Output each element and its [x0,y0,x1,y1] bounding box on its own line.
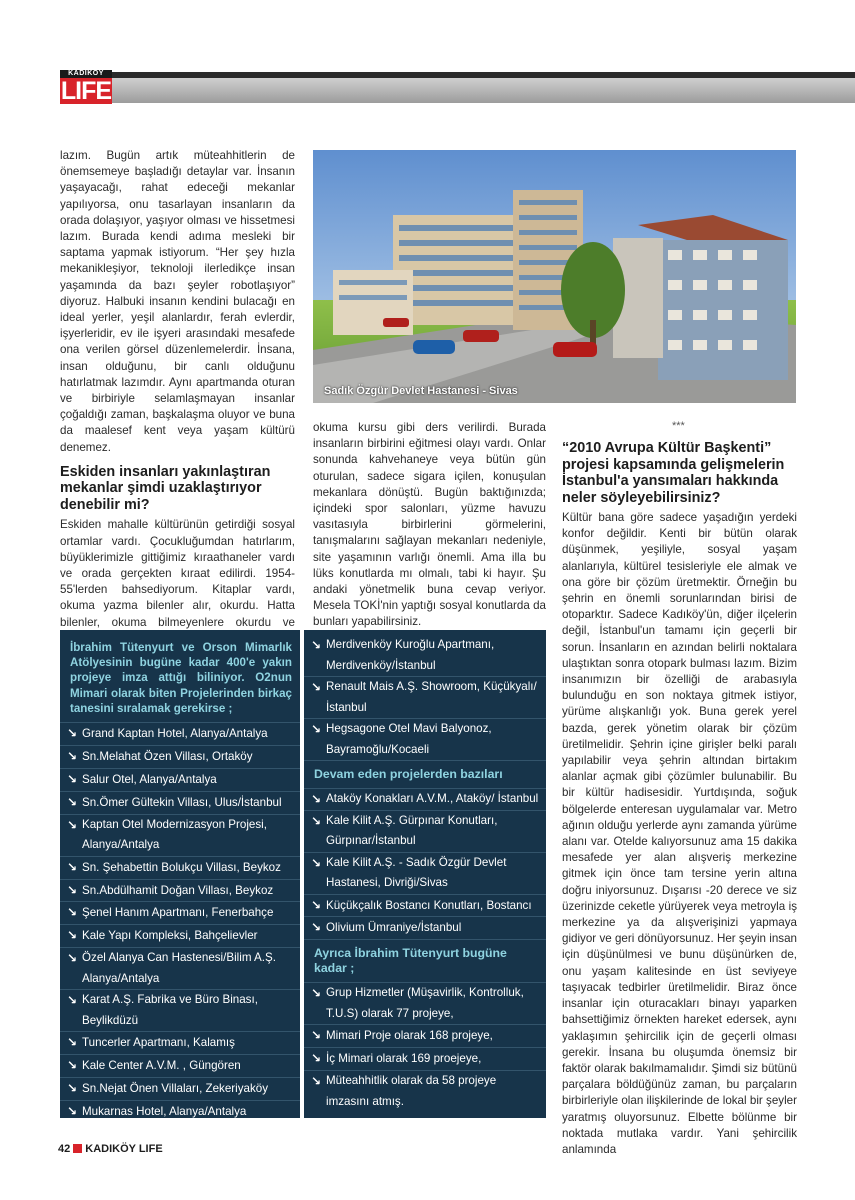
arrow-icon: ↘ [67,951,78,966]
completed-projects-list [60,722,300,1123]
red-square-icon [73,1144,82,1153]
arrow-icon: ↘ [67,928,78,943]
article-column-3 [562,440,797,1158]
arrow-icon: ↘ [67,859,78,874]
subheading: “2010 Avrupa Kültür Başkenti” projesi kapsamında gelişmelerin İstanbul'a yansımaları hakkında neler söyleyebilirsiniz? [562,440,785,506]
article-column-2 [313,420,546,631]
projects-box-ongoing [304,630,546,1118]
totals-list [304,982,546,1112]
arrow-icon: ↘ [311,1074,322,1089]
footer-magazine-name: KADIKÖY LIFE [85,1143,163,1155]
arrow-icon: ↘ [311,680,322,694]
page-footer [58,1143,163,1155]
arrow-icon: ↘ [67,1081,78,1096]
totals-heading: Ayrıca İbrahim Tütenyurt bugüne kadar ; [304,939,546,982]
arrow-icon: ↘ [67,1058,78,1073]
list-item: ↘ Küçükçalık Bostancı Konutları, Bostancı [304,894,546,917]
paragraph: okuma kursu gibi ders verilirdi. Burada insanların birbirini eğitmesi olayı vardı. Onlar sonunda kahvehaneye veya bütün gün oturulan, sadece sigara içilen, konuşulan mekanlara dönüştü. Bugün baktığınızda; içindeki spor salonları, yüzme havuzu vasıtasıyla birbirlerini görmelerini, tanışmalarını sağlayan mekanları nedeniyle, site yaşamının varlığı önemli. Ama illa bu lüks konutlarda mı olmalı, tabi ki hayır. Şu andaki yönetmelik buna cevap veriyor. Mesela TOKİ'nin yaptığı sosyal konutlarda da bunları yapabilirsiniz. [313,421,546,629]
list-item: ↘ Kale Center A.V.M. , Güngören [60,1054,300,1077]
list-item: ↘ Şenel Hanım Apartmanı, Fenerbahçe [60,901,300,924]
arrow-icon: ↘ [67,817,78,832]
list-item: ↘ Özel Alanya Can Hastenesi/Bilim A.Ş. Alanya/Antalya [60,947,300,989]
arrow-icon: ↘ [67,1103,78,1118]
arrow-icon: ↘ [67,726,78,741]
arrow-icon: ↘ [311,1051,322,1066]
arrow-icon: ↘ [67,794,78,809]
ongoing-projects-list [304,788,546,939]
logo-main-text: LIFE [60,77,112,105]
list-item: ↘ Sn.Nejat Önen Villaları, Zekeriyaköy [60,1077,300,1100]
list-item: ↘ Renault Mais A.Ş. Showroom, Küçükyalı/İstanbul [304,676,546,718]
arrow-icon: ↘ [311,792,322,806]
arrow-icon: ↘ [311,855,322,870]
list-item: ↘ Salur Otel, Alanya/Antalya [60,768,300,791]
arrow-icon: ↘ [311,1028,322,1043]
page-number: 42 [58,1143,71,1155]
list-item: ↘ Merdivenköy Kuroğlu Apartmanı, Merdivenköy/İstanbul [304,635,546,676]
list-item: ↘ Sn.Ömer Gültekin Villası, Ulus/İstanbul [60,791,300,814]
list-item: ↘ Kale Yapı Kompleksi, Bahçelievler [60,924,300,947]
list-item: ↘ Tuncerler Apartmanı, Kalamış [60,1031,300,1054]
section-separator: *** [672,420,685,432]
projects-list-continued [304,635,546,760]
arrow-icon: ↘ [311,920,322,935]
arrow-icon: ↘ [67,993,78,1008]
paragraph: Eskiden mahalle kültürünün getirdiği sosyal ortamlar vardı. Çocukluğumdan hatırlarım, büyüklerimizle gittiğimiz kıraathaneler vardı ve orada gerçekten kıraat edilirdi. 1954-55'lerden bahsediyorum. Kitaplar vardı, okuma yazma bilenler alır, okurdu. Hatta bilenler, okuma bilmeyenlere okurdu ve [60,518,295,629]
photo-caption: Sadık Özgür Devlet Hastanesi - Sivas [324,385,518,397]
arrow-icon: ↘ [311,638,322,652]
magazine-logo [60,70,112,104]
paragraph: lazım. Bugün artık müteahhitlerin de önemsemeye başladığı detaylar var. İnsanın yaşayacağı, rahat edeceği mekanlar yapılıyorsa, onu tasarlayan insanların da orada dolaşıyor, yaşıyor olması ve hissetmesi lazım. Burada kendi adıma mesleki bir saptama yapmak istiyorum. “Her şey hızla mekanikleşiyor, teknoloji ilerledikçe insan yaşamında da bazı şeyler robotlaşıyor” diyoruz. Halbuki insanın kendini bulacağı en ideal yerler, yeşil alanlardır, ferah evlerdir, işyerleridir, ev ile işyeri arasındaki mesafede ona verilen görsel düzenlemelerdir. İnsana, insan olduğunu, bir canlı olduğunu hatırlatmak lazımdır. Aynı apartmanda oturan ve birbiriyle selamlaşmayan insanlar çoğaldığı zaman, başkalaşma oluyor ve buna da maalesef kent veya yaşam kültürü denemez. [60,149,295,454]
list-item: ↘ Ataköy Konakları A.V.M., Ataköy/ İstanbul [304,788,546,810]
list-item: ↘ Kale Kilit A.Ş. Gürpınar Konutları, Gürpınar/İstanbul [304,810,546,852]
list-item: ↘ Sn. Şehabettin Bolukçu Villası, Beykoz [60,856,300,879]
arrow-icon: ↘ [67,771,78,786]
list-item: ↘ Mukarnas Hotel, Alanya/Antalya [60,1100,300,1123]
subheading: Eskiden insanları yakınlaştıran mekanlar şimdi uzaklaştırıyor denebilir mi? [60,463,271,513]
arrow-icon: ↘ [311,897,322,912]
list-item: ↘ Grand Kaptan Hotel, Alanya/Antalya [60,722,300,745]
list-item: ↘ Müteahhitlik olarak da 58 projeye imzasını atmış. [304,1070,546,1112]
arrow-icon: ↘ [67,905,78,920]
list-item: ↘ Mimari Proje olarak 168 projeye, [304,1024,546,1047]
arrow-icon: ↘ [311,813,322,828]
list-item: ↘ Grup Hizmetler (Müşavirlik, Kontrolluk, T.U.S) olarak 77 projeye, [304,982,546,1024]
list-item: ↘ Kaptan Otel Modernizasyon Projesi, Alanya/Antalya [60,814,300,856]
arrow-icon: ↘ [311,986,322,1001]
list-item: ↘ Olivium Ümraniye/İstanbul [304,916,546,939]
logo-top-text: KADIKÖY [60,70,112,78]
projects-box-completed [60,630,300,1118]
arrow-icon: ↘ [311,722,322,736]
box-intro: İbrahim Tütenyurt ve Orson Mimarlık Atölyesinin bugüne kadar 400'e yakın projeye imza attığı biliniyor. O2nun Mimari olarak biten Projelerinden birkaç tanesini sıralamak gerekirse ; [70,641,292,715]
hospital-photo [313,150,796,403]
list-item: ↘ Karat A.Ş. Fabrika ve Büro Binası, Beylikdüzü [60,989,300,1031]
header-band [112,78,855,103]
arrow-icon: ↘ [67,882,78,897]
list-item: ↘ Kale Kilit A.Ş. - Sadık Özgür Devlet Hastanesi, Divriği/Sivas [304,852,546,894]
list-item: ↘ Hegsagone Otel Mavi Balyonoz, Bayramoğlu/Kocaeli [304,718,546,760]
arrow-icon: ↘ [67,1035,78,1050]
arrow-icon: ↘ [67,748,78,763]
list-item: ↘ İç Mimari olarak 169 proejeye, [304,1047,546,1070]
list-item: ↘ Sn.Melahat Özen Villası, Ortaköy [60,745,300,768]
ongoing-projects-heading: Devam eden projelerden bazıları [304,760,546,788]
list-item: ↘ Sn.Abdülhamit Doğan Villası, Beykoz [60,879,300,902]
article-column-1 [60,148,295,647]
paragraph: Kültür bana göre sadece yaşadığın yerdeki konfor değildir. Kenti bir bütün olarak düşünmek, yeşiliyle, sosyal yaşam alanlarıyla, kültürel tesisleriyle ele almak ve ona göre bir çözüm üretmektir. Örneğin bu şehrin en önemli sorunlarından birisi de otoparktır. Sadece Kadıköy'ün, diğer ilçelerin değil, İstanbul'un tamamı için geçerli bir sorun. İnsanların en azından belirli noktalara ulaştıktan sonra otopark bulması lazım. Bizim insanımızın bir özelliği de arabasıyla bulunduğu en son noktaya gitmek istiyor, yürüme alışkanlığı yok. Buna gerek yerel bazda, gerek yönetim olarak bir çözüm üretilmelidir. Şehrin içine girişler belki paralı yapılabilir veya şehrin altından birtakım alanlar açmak gibi çözümler bulunabilir. Bu bir kültür hadisesidir. Yurtdışında, soğuk bölgelerde enteresan uygulamalar var. Metro ağının olduğu yerlerde aynı zamanda yürüme alanı var. Otelde kalıyorsunuz ama 15 dakika mesafede yer alan alışveriş merkezine gitmek için önce tam tersine yerin altına doğru iniyorsunuz. Dışarısı -20 derece ve siz üzerinizde ceketle yürüyerek veya metroyla iş merkezine ya da alışverişinizi yapmaya gidiyor ve geri dönüyorsunuz. Her şeyin insan için düşünülmesi ve bunu düşünürken de, onu yaşam kalitesinde en üst seviyeye taşıyacak tedbirler üretilmelidir. Biraz önce insanlar için oturacakları binayı yaparken bahsettiğimiz örnekten hareket edersek, aynı yaklaşımın şehircilik için de geçerli olması gerekir. İnsana bu oluşumda önemsiz bir faktör olarak bakılmamalıdır. Şimdi siz bütünü parçalara böldüğünüz zaman, bu parçaların birbirleriyle olan ilişkilerinde de lokal bir şeyler yaratmış oluyorsunuz. Elbette bölünme bir noktada mutlaka vardır. Yani şehircilik anlamında [562,511,797,1156]
